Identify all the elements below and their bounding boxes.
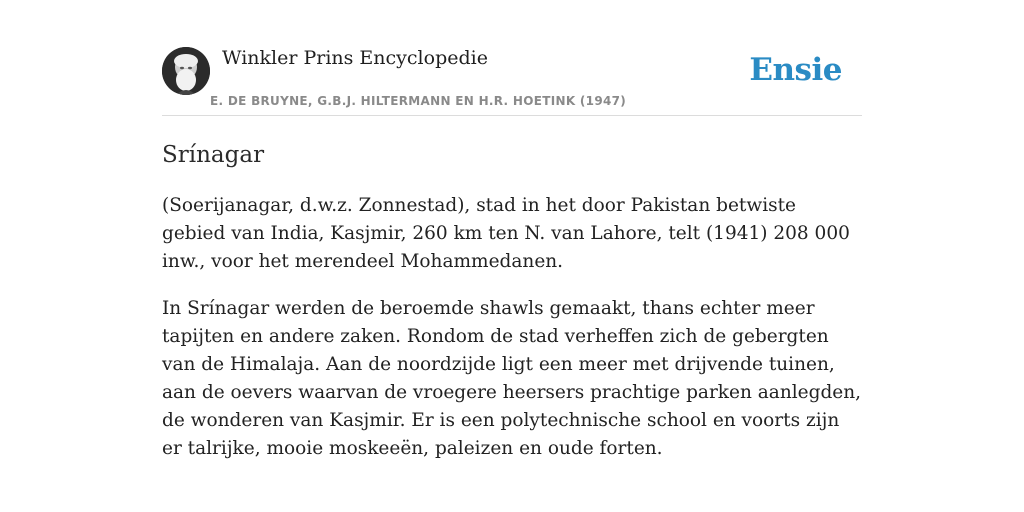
author-avatar[interactable] <box>162 47 210 95</box>
site-title[interactable]: Winkler Prins Encyclopedie <box>222 47 488 69</box>
article-paragraph: (Soerijanagar, d.w.z. Zonnestad), stad in het door Pakistan betwiste gebied van India, Kasjmir, 260 km ten N. van Lahore, telt (1941) 208 000 inw., voor het merendeel Mohammedanen. <box>162 195 850 272</box>
article-title: Srínagar <box>162 142 265 168</box>
article-paragraph: In Srínagar werden de beroemde shawls gemaakt, thans echter meer tapijten en andere zaken. Rondom de stad verheffen zich de gebergten van de Himalaja. Aan de noordzijde ligt een meer met drijvende tuinen, aan de oevers waarvan de vroegere heersers prachtige parken aanlegden, de wonderen van Kasjmir. Er is een polytechnische school en voorts zijn er talrijke, mooie moskeeën, paleizen en oude forten. <box>162 298 862 459</box>
article-body <box>162 192 862 482</box>
portrait-avatar-icon <box>162 47 210 95</box>
header <box>162 0 862 116</box>
ensie-logo[interactable]: Ensie <box>749 52 842 88</box>
byline: E. DE BRUYNE, G.B.J. HILTERMANN EN H.R. HOETINK (1947) <box>210 94 627 108</box>
page <box>162 0 862 512</box>
